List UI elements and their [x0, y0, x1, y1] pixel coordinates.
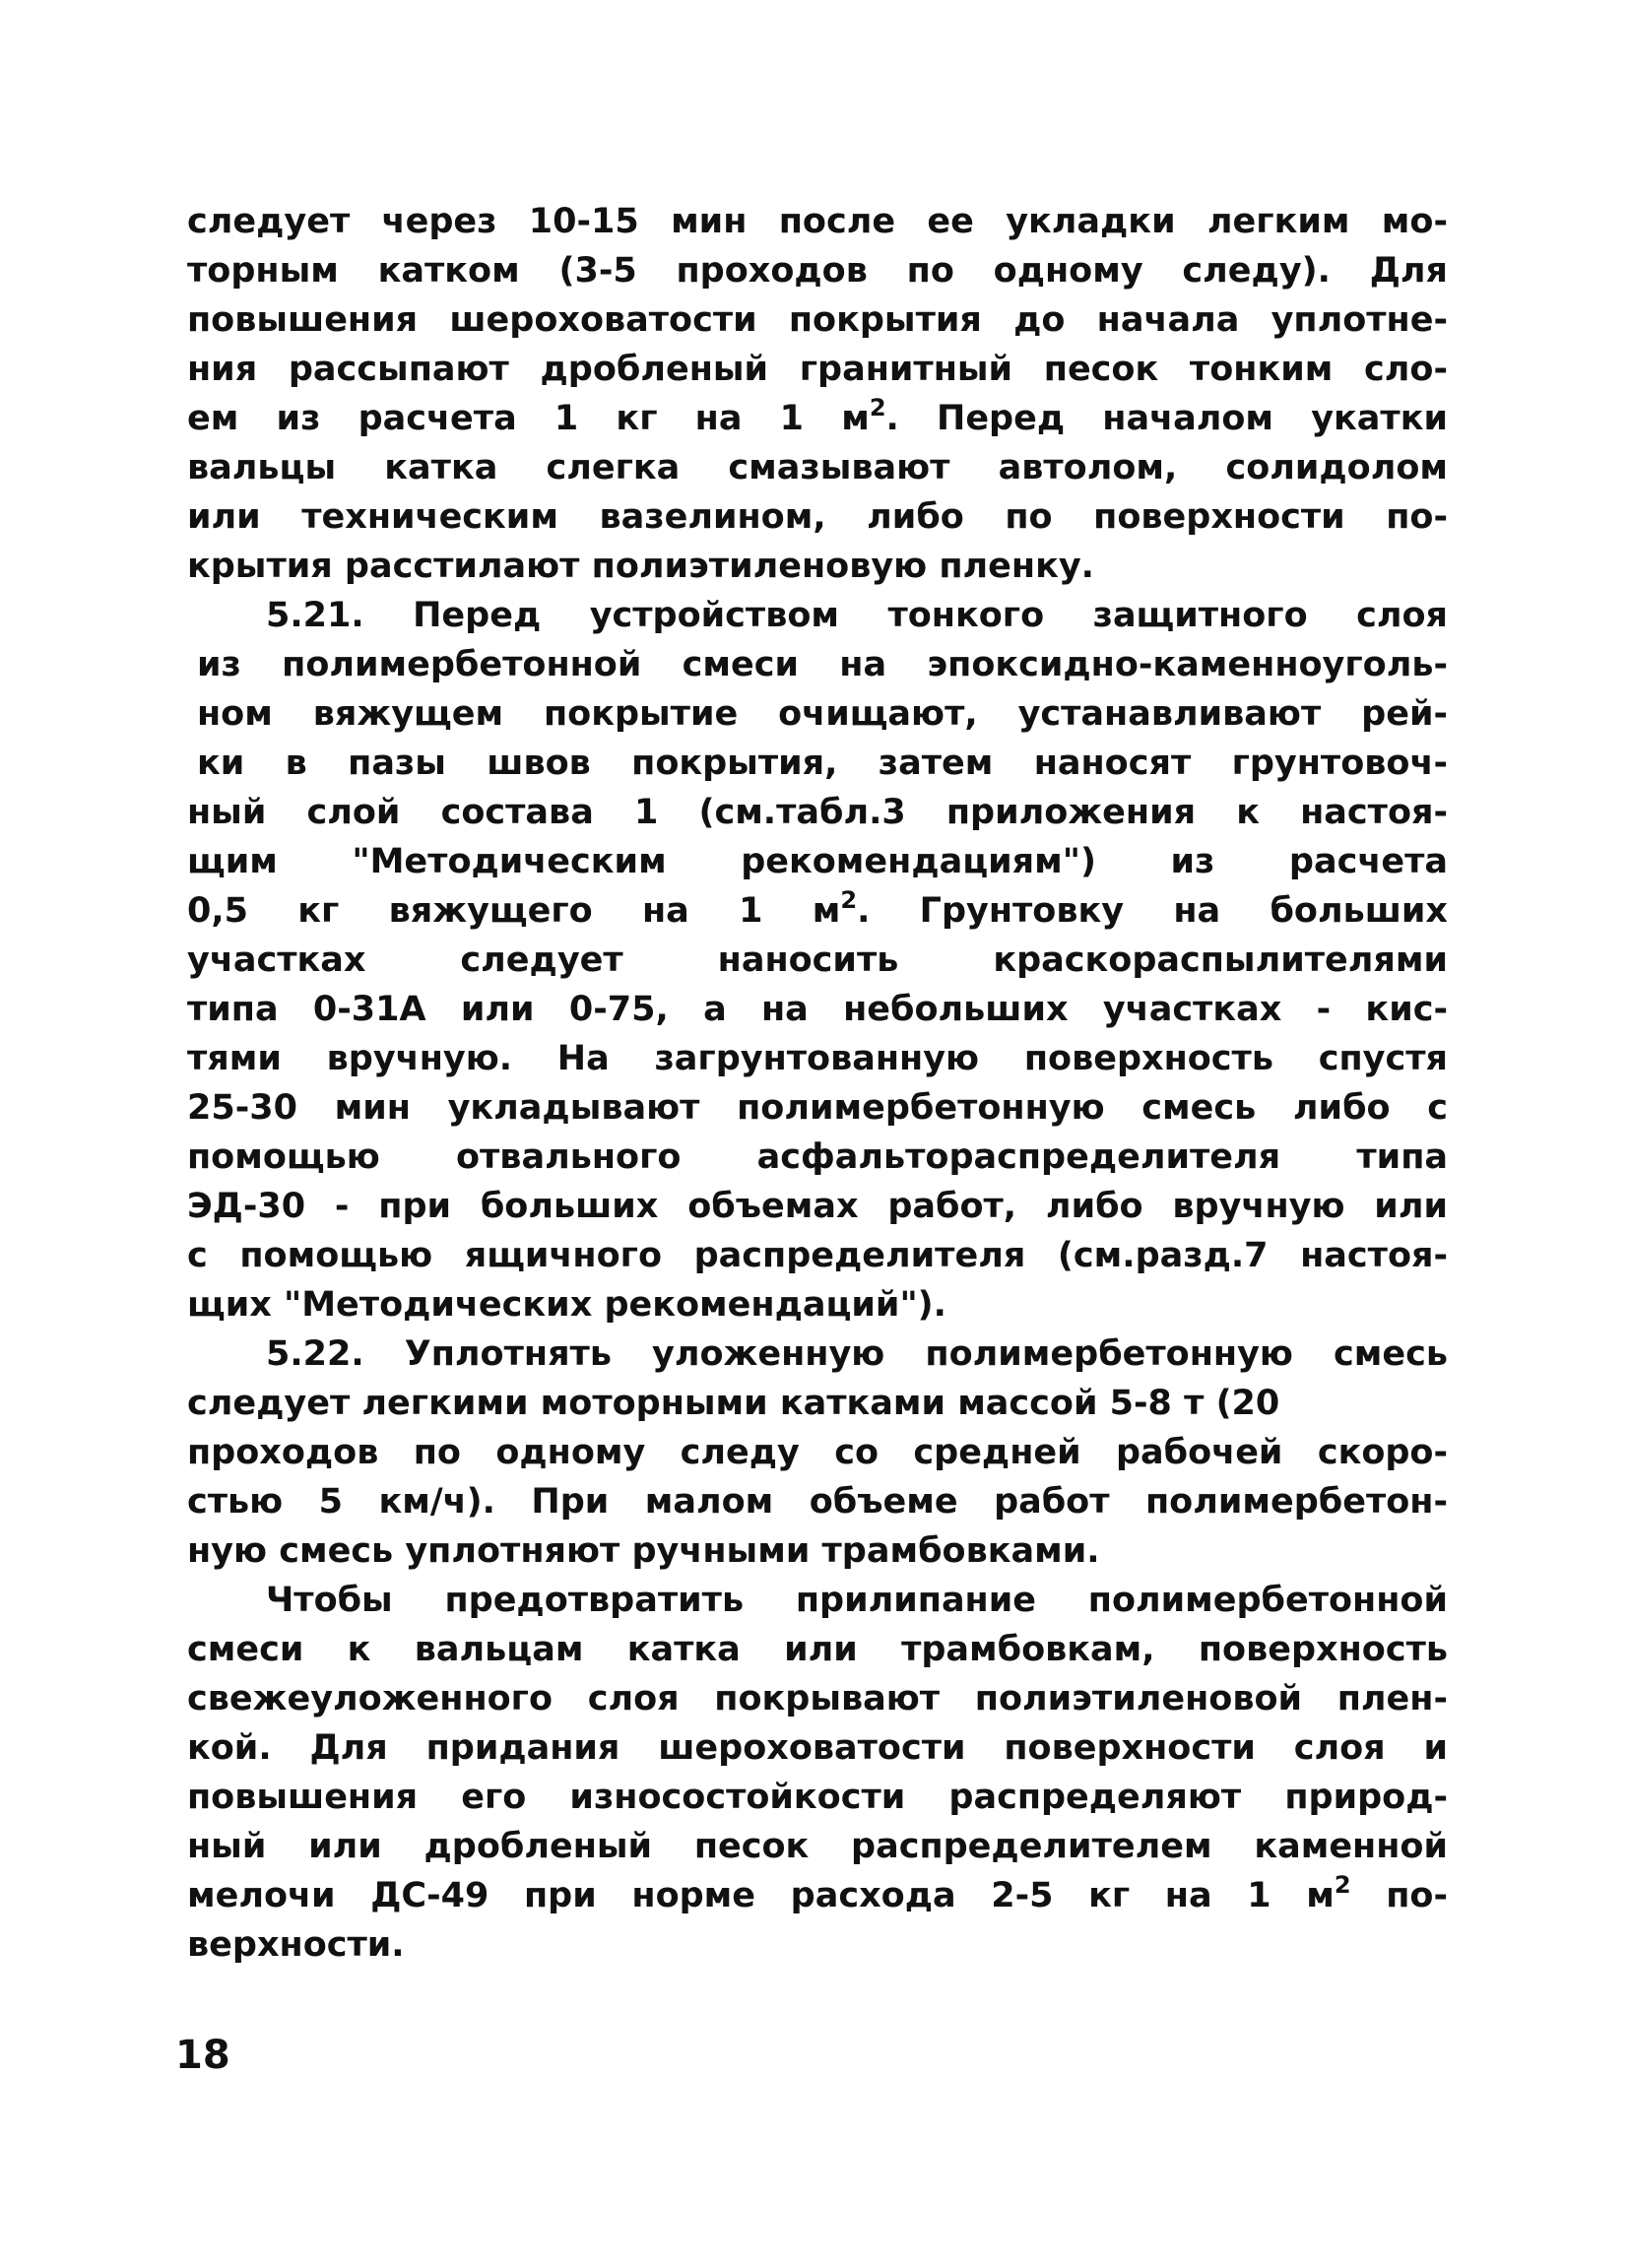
- line-text: повышения шероховатости покрытия до начала уплотне-: [187, 300, 1448, 340]
- line-text: мелочи ДС-49 при норме расхода 2-5 кг на 1 м: [187, 1876, 1335, 1915]
- superscript: 2: [1334, 1871, 1351, 1899]
- text-line: [187, 1034, 1448, 1083]
- line-text-tail: . Грунтовку на больших: [857, 891, 1448, 931]
- text-line: [187, 1083, 1448, 1133]
- text-line: [187, 1231, 1448, 1280]
- line-text-tail: . Перед началом укатки: [885, 399, 1448, 438]
- text-line: [187, 1379, 1448, 1428]
- line-text: 5.21. Перед устройством тонкого защитного слоя: [266, 596, 1448, 635]
- text-line: [187, 739, 1448, 788]
- text-line: [187, 1625, 1448, 1674]
- line-text: ки в пазы швов покрытия, затем наносят грунтовоч-: [197, 744, 1448, 783]
- text-line: [187, 1576, 1448, 1625]
- line-text-tail: по-: [1350, 1876, 1448, 1915]
- line-text: щим "Методическим рекомендациям") из расчета: [187, 842, 1448, 881]
- line-text: ный или дробленый песок распределителем каменной: [187, 1827, 1448, 1866]
- line-text: крытия расстилают полиэтиленовую пленку.: [187, 547, 1094, 586]
- text-line: [187, 542, 1448, 591]
- line-text: кой. Для придания шероховатости поверхности слоя и: [187, 1728, 1448, 1768]
- line-text: из полимербетонной смеси на эпоксидно-каменноуголь-: [197, 645, 1448, 684]
- line-text: или техническим вазелином, либо по поверхности по-: [187, 497, 1448, 537]
- text-line: [187, 1871, 1448, 1920]
- text-line: [187, 394, 1448, 443]
- line-text: ЭД-30 - при больших объемах работ, либо вручную или: [187, 1187, 1448, 1226]
- line-text: торным катком (3-5 проходов по одному следу). Для: [187, 251, 1448, 291]
- text-line: [187, 640, 1448, 689]
- text-line: [187, 1822, 1448, 1871]
- line-text: верхности.: [187, 1925, 405, 1965]
- text-line: [187, 197, 1448, 246]
- text-line: [187, 1477, 1448, 1526]
- superscript: 2: [869, 394, 886, 421]
- text-line: [187, 295, 1448, 345]
- text-line: [187, 1920, 1448, 1970]
- text-line: [187, 1674, 1448, 1723]
- text-line: [187, 837, 1448, 886]
- line-text: ном вяжущем покрытие очищают, устанавливают рей-: [197, 694, 1448, 734]
- text-line: [187, 985, 1448, 1034]
- line-text: следует через 10-15 мин после ее укладки легким мо-: [187, 202, 1448, 241]
- text-line: [187, 1723, 1448, 1773]
- text-line: [187, 1182, 1448, 1231]
- text-line: [187, 492, 1448, 542]
- text-line: [187, 1773, 1448, 1822]
- text-line: [187, 1133, 1448, 1182]
- line-text: тями вручную. На загрунтованную поверхность спустя: [187, 1039, 1448, 1078]
- text-line: [187, 1526, 1448, 1576]
- text-line: [187, 689, 1448, 739]
- line-text: помощью отвального асфальтораспределителя типа: [187, 1137, 1448, 1177]
- line-text: ный слой состава 1 (см.табл.3 приложения к настоя-: [187, 793, 1448, 832]
- page-number: 18: [175, 2033, 230, 2078]
- superscript: 2: [840, 886, 858, 914]
- line-text: 0,5 кг вяжущего на 1 м: [187, 891, 841, 931]
- line-text: Чтобы предотвратить прилипание полимербетонной: [266, 1581, 1448, 1620]
- line-text: 25-30 мин укладывают полимербетонную смесь либо с: [187, 1088, 1448, 1128]
- line-text: участках следует наносить краскораспылителями: [187, 940, 1448, 980]
- line-text: смеси к вальцам катка или трамбовкам, поверхность: [187, 1630, 1448, 1669]
- line-text: ем из расчета 1 кг на 1 м: [187, 399, 870, 438]
- text-line: [187, 788, 1448, 837]
- line-text: с помощью ящичного распределителя (см.разд.7 настоя-: [187, 1236, 1448, 1275]
- line-text: следует легкими моторными катками массой 5-8 т (20: [187, 1384, 1280, 1423]
- line-text: щих "Методических рекомендаций").: [187, 1285, 946, 1325]
- line-text: свежеуложенного слоя покрывают полиэтиленовой плен-: [187, 1679, 1448, 1718]
- line-text: повышения его износостойкости распределяют природ-: [187, 1778, 1448, 1817]
- line-text: вальцы катка слегка смазывают автолом, солидолом: [187, 448, 1448, 487]
- line-text: 5.22. Уплотнять уложенную полимербетонную смесь: [266, 1334, 1448, 1374]
- text-line: [187, 1428, 1448, 1477]
- line-text: ния рассыпают дробленый гранитный песок тонким сло-: [187, 350, 1448, 389]
- text-line: [187, 246, 1448, 295]
- line-text: типа 0-31А или 0-75, а на небольших участках - кис-: [187, 990, 1448, 1029]
- text-line: [187, 1329, 1448, 1379]
- text-line: [187, 591, 1448, 640]
- text-line: [187, 936, 1448, 985]
- line-text: ную смесь уплотняют ручными трамбовками.: [187, 1531, 1100, 1571]
- line-text: проходов по одному следу со средней рабочей скоро-: [187, 1433, 1448, 1472]
- body-text: [187, 197, 1448, 1970]
- line-text: стью 5 км/ч). При малом объеме работ полимербетон-: [187, 1482, 1448, 1522]
- text-line: [187, 1280, 1448, 1329]
- text-line: [187, 345, 1448, 394]
- text-line: [187, 886, 1448, 936]
- text-line: [187, 443, 1448, 492]
